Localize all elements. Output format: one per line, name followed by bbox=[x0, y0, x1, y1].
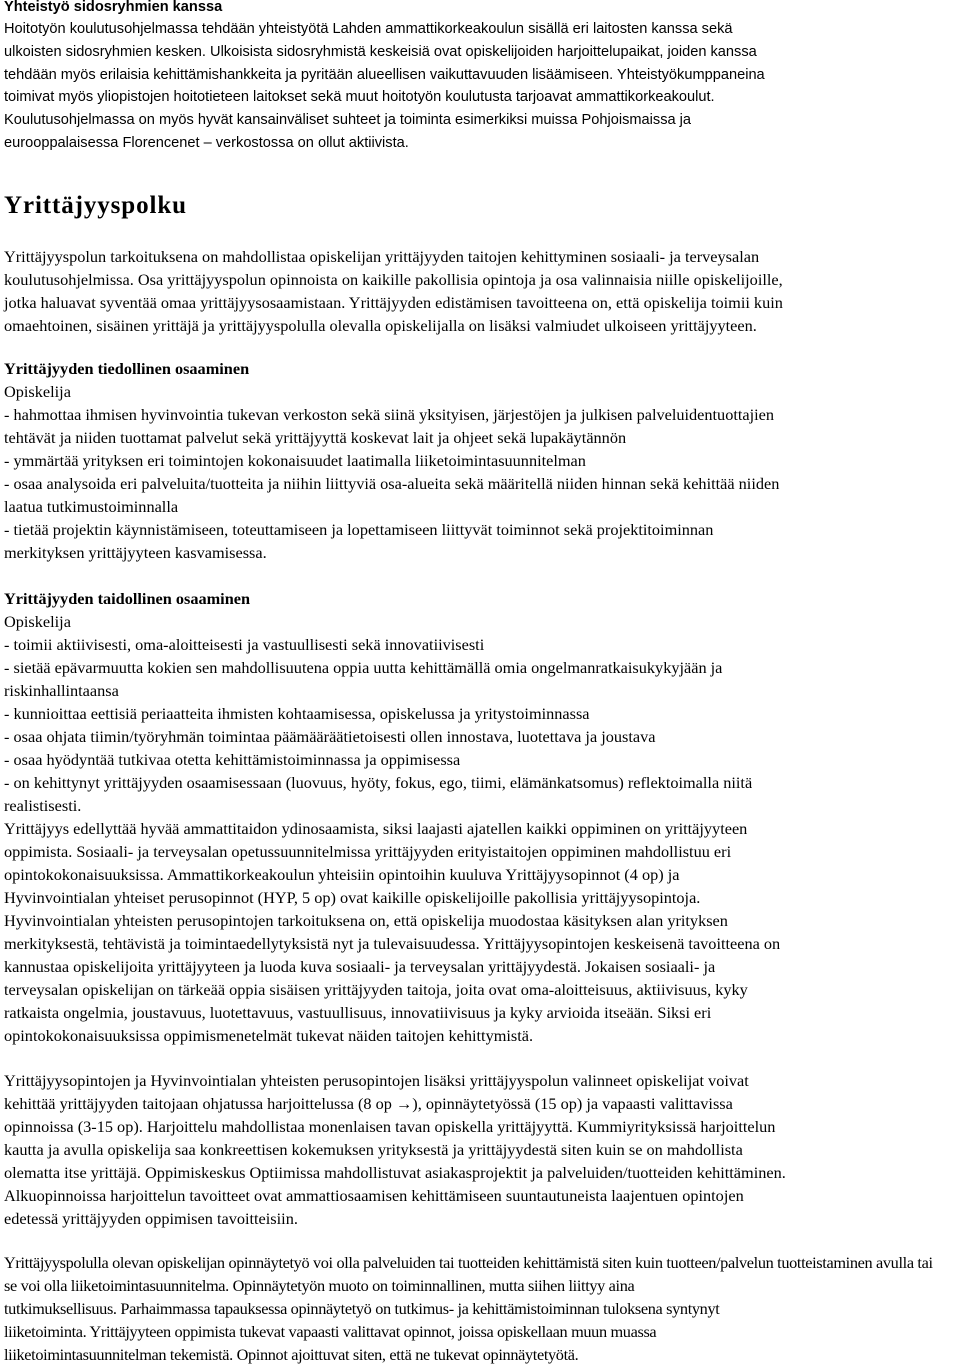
practice-paragraph-section bbox=[4, 1069, 786, 1230]
text-line: Yrittäjyys edellyttää hyvää ammattitaidon ydinosaamista, siksi laajasti ajatellen kaikki oppiminen on yrittäjyyteen bbox=[4, 819, 748, 838]
knowledge-heading: Yrittäjyyden tiedollinen osaaminen bbox=[4, 359, 250, 378]
list-item: realistisesti. bbox=[4, 796, 82, 815]
list-item: - sietää epävarmuutta kokien sen mahdollisuutena oppia uutta kehittämällä omia ongelmanratkaisukykyjään ja bbox=[4, 658, 723, 677]
list-item: - osaa ohjata tiimin/työryhmän toimintaa päämääräätietoisesti ollen innostava, luotettava ja joustava bbox=[4, 727, 656, 746]
text-line: ratkaista ongelmia, joustavuus, luotettavuus, vastuullisuus, innovatiivisuus ja kyky arvioida itseään. Siksi eri bbox=[4, 1003, 712, 1022]
subject-label: Opiskelija bbox=[4, 612, 71, 631]
text-line: toimivat myös yliopistojen hoitotieteen laitokset sekä muut hoitotyön koulutusta tarjoavat ammattikorkeakoulut. bbox=[4, 89, 715, 106]
text-line: Yrittäjyysopintojen ja Hyvinvointialan yhteisten perusopintojen lisäksi yrittäjyyspolun valinneet opiskelijat voivat bbox=[4, 1071, 749, 1090]
cooperation-paragraph bbox=[4, 18, 765, 155]
text-line: terveysalan opiskelijan on tärkeää oppia sisäisen yrittäjyyden taitoja, joita ovat oma-aloitteisuus, aktiivisuus, kyky bbox=[4, 980, 748, 999]
subject-label: Opiskelija bbox=[4, 382, 71, 401]
practice-paragraph bbox=[4, 1069, 786, 1230]
list-item: laatua tutkimustoiminnalla bbox=[4, 497, 179, 516]
text-line: liiketoiminta. Yrittäjyyteen oppimista tukevat vapaasti valittavat opinnot, joissa opiskellaan muun muassa bbox=[4, 1322, 657, 1341]
text-line: Alkuopinnoissa harjoittelun tavoitteet ovat ammattiosaamisen kehittämiseen suuntautuneista laajentuen opintojen bbox=[4, 1186, 744, 1205]
text-line: kannustaa opiskelijoita yrittäjyyteen ja luoda kuva sosiaali- ja terveysalan yrittäjyydestä. Jokaisen sosiaali- ja bbox=[4, 957, 716, 976]
skills-list bbox=[4, 610, 780, 1047]
text-line: Yrittäjyyspolun tarkoituksena on mahdollistaa opiskelijan yrittäjyyden taitojen kehittyminen sosiaali- ja terveysalan bbox=[4, 247, 760, 266]
list-item: - on kehittynyt yrittäjyyden osaamisessaan (luovuus, hyöty, fokus, ego, tiimi, elämänkatsomus) reflektoimalla niitä bbox=[4, 773, 753, 792]
text-line: jotka haluavat syventää omaa yrittäjyysosaamistaan. Yrittäjyyden edistämisen tavoitteena on, että opiskelija toimii kuin bbox=[4, 293, 783, 312]
list-item: - kunnioittaa eettisiä periaatteita ihmisten kohtaamisessa, opiskelussa ja yritystoiminnassa bbox=[4, 704, 590, 723]
intro-paragraph bbox=[4, 245, 783, 337]
list-item: - hahmottaa ihmisen hyvinvointia tukevan verkoston sekä siinä yksityisen, järjestöjen ja julkisen palveluidentuottajien bbox=[4, 405, 775, 424]
text-line: eurooppalaisessa Florencenet – verkostossa on ollut aktiivista. bbox=[4, 134, 409, 151]
text-line: edetessä yrittäjyyden oppimisen tavoitteisiin. bbox=[4, 1209, 298, 1228]
knowledge-list bbox=[4, 380, 779, 564]
knowledge-section bbox=[4, 357, 779, 564]
list-item: - osaa hyödyntää tutkivaa otetta kehittämistoiminnassa ja oppimisessa bbox=[4, 750, 461, 769]
list-item: riskinhallintaansa bbox=[4, 681, 119, 700]
text-line: Hyvinvointialan yhteisten perusopintojen tarkoituksena on, että opiskelija muodostaa käsityksen alan yrityksen bbox=[4, 911, 728, 930]
thesis-paragraph-section bbox=[4, 1251, 933, 1366]
text-line: tutkimuksellisuus. Parhaimmassa tapauksessa opinnäytetyö on tutkimus- ja kehittämistoiminnan tuloksena syntynyt bbox=[4, 1299, 720, 1318]
text-line: olematta itse yrittäjä. Oppimiskeskus Optiimissa mahdollistuvat asiakasprojektit ja palveluiden/tuotteiden kehittäminen. bbox=[4, 1163, 786, 1182]
text-line: opinnoissa (3-15 op). Harjoittelu mahdollistaa monenlaisen tavan opiskella yrittäjyyttä. Kummiyrityksissä harjoittelun bbox=[4, 1117, 776, 1136]
text-line: tehdään myös erilaisia kehittämishankkeita ja pyritään alueellisen vaikuttavuuden lisäämiseen. Yhteistyökumppaneina bbox=[4, 66, 765, 83]
list-item: - ymmärtää yrityksen eri toimintojen kokonaisuudet laatimalla liiketoimintasuunnitelman bbox=[4, 451, 586, 470]
text-line: ulkoisten sidosryhmien kesken. Ulkoisista sidosryhmistä keskeisiä ovat opiskelijoiden harjoittelupaikat, joiden kanssa bbox=[4, 43, 757, 60]
text-line: opintokokonaisuuksissa. Ammattikorkeakoulun yhteisiin opintoihin kuuluva Yrittäjyysopinnot (4 op) ja bbox=[4, 865, 680, 884]
cooperation-section bbox=[4, 0, 765, 155]
skills-section bbox=[4, 587, 780, 1047]
list-item: - osaa analysoida eri palveluita/tuotteita ja niihin liittyviä osa-alueita sekä määritellä niiden hinnan sekä kehittää niiden bbox=[4, 474, 780, 493]
list-item: merkityksen yrittäjyyteen kasvamisessa. bbox=[4, 543, 267, 562]
list-item: - toimii aktiivisesti, oma-aloitteisesti ja vastuullisesti sekä innovatiivisesti bbox=[4, 635, 485, 654]
text-line: Koulutusohjelmassa on myös hyvät kansainväliset suhteet ja toiminta esimerkiksi muissa Pohjoismaissa ja bbox=[4, 112, 692, 129]
cooperation-heading: Yhteistyö sidosryhmien kanssa bbox=[4, 0, 223, 15]
list-item: - tietää projektin käynnistämiseen, toteuttamiseen ja lopettamiseen liittyvät toiminnot sekä projektitoiminnan bbox=[4, 520, 714, 539]
text-line: kautta ja avulla opiskelija saa konkreettisen kokemuksen yrityksestä ja yrittäjyydestä siten kuin se on mahdollista bbox=[4, 1140, 743, 1159]
list-item: tehtävät ja niiden tuottamat palvelut sekä yrittäjyyttä koskevat lait ja ohjeet sekä lupakäytännön bbox=[4, 428, 627, 447]
text-line: oppimista. Sosiaali- ja terveysalan opetussuunnitelmissa yrittäjyyden erityistaitojen oppiminen mahdollistuu eri bbox=[4, 842, 732, 861]
text-line: Hyvinvointialan yhteiset perusopinnot (HYP, 5 op) ovat kaikille opiskelijoille pakollisia yrittäjyysopintoja. bbox=[4, 888, 701, 907]
text-line: Hoitotyön koulutusohjelmassa tehdään yhteistyötä Lahden ammattikorkeakoulun sisällä eri laitosten kanssa sekä bbox=[4, 21, 733, 37]
text-line: opintokokonaisuuksissa oppimismenetelmät tukevat näiden taitojen kehittymistä. bbox=[4, 1026, 534, 1045]
entrepreneurship-path-intro bbox=[4, 245, 783, 337]
text-line: koulutusohjelmissa. Osa yrittäjyyspolun opinnoista on kaikille pakollisia opintoja ja osa valinnaisia niille opiskelijoille, bbox=[4, 270, 783, 289]
text-line: omaehtoinen, sisäinen yrittäjä ja yrittäjyyspolulla olevalla opiskelijalla on lisäksi valmiudet ulkoiseen yrittäjyyteen. bbox=[4, 316, 757, 335]
text-line: Yrittäjyyspolulla olevan opiskelijan opinnäytetyö voi olla palveluiden tai tuotteiden kehittämistä siten kuin tuotteen/palvelun tuotteistaminen avulla tai bbox=[4, 1253, 933, 1272]
skills-heading: Yrittäjyyden taidollinen osaaminen bbox=[4, 589, 251, 608]
thesis-paragraph bbox=[4, 1251, 933, 1366]
text-line: kehittää yrittäjyyden taitojaan ohjatussa harjoittelussa (8 op →), opinnäytetyössä (15 op) ja vapaasti valittavissa bbox=[4, 1094, 733, 1113]
text-line: se voi olla liiketoimintasuunnitelma. Opinnäytetyön muoto on toiminnallinen, mutta siihen liittyy aina bbox=[4, 1276, 635, 1295]
text-line: liiketoimintasuunnitelman tekemistä. Opinnot ajoittuvat siten, että ne tukevat opinnäytetyötä. bbox=[4, 1345, 579, 1364]
text-line: merkityksestä, tehtävistä ja toimintaedellytyksistä nyt ja tulevaisuudessa. Yrittäjyysopintojen keskeisenä tavoitteena on bbox=[4, 934, 781, 953]
entrepreneurship-path-heading: Yrittäjyyspolku bbox=[4, 192, 187, 219]
